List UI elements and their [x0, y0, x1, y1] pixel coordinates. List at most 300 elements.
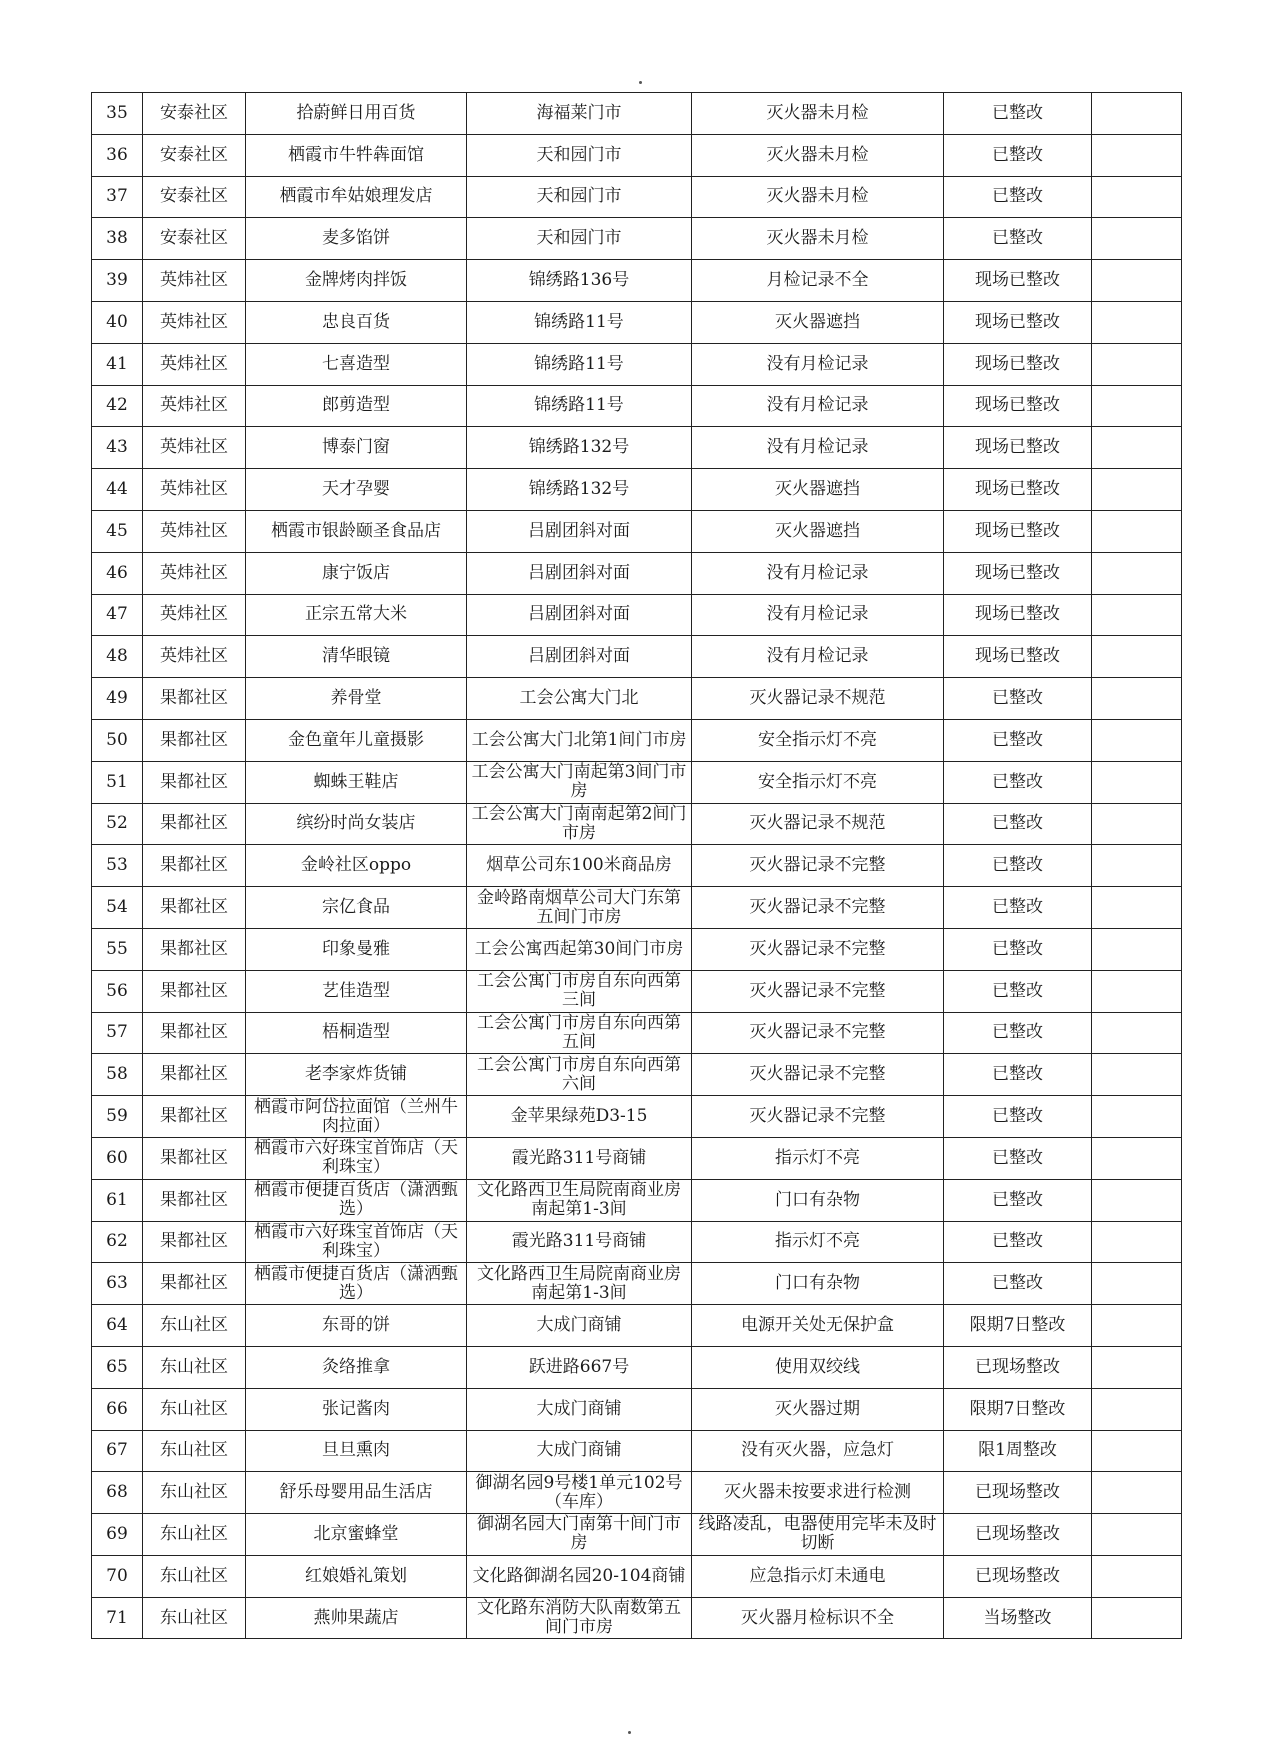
table-row	[92, 93, 1182, 135]
shop-name-cell: 燕帅果蔬店	[246, 1597, 467, 1639]
address-cell: 工会公寓大门北	[467, 678, 692, 720]
shop-name-cell: 忠良百货	[246, 301, 467, 343]
shop-name-cell: 拾蔚鲜日用百货	[246, 93, 467, 135]
table-row	[92, 1305, 1182, 1347]
note-cell	[1092, 552, 1182, 594]
issue-cell: 灭火器未月检	[692, 176, 944, 218]
community-cell: 英炜社区	[143, 385, 246, 427]
table-row	[92, 1597, 1182, 1639]
row-number: 59	[92, 1096, 143, 1138]
table-row	[92, 1096, 1182, 1138]
status-cell: 已现场整改	[944, 1346, 1092, 1388]
address-cell: 御湖名园大门南第十间门市房	[467, 1514, 692, 1556]
table-row	[92, 260, 1182, 302]
issue-cell: 灭火器月检标识不全	[692, 1597, 944, 1639]
table-row	[92, 761, 1182, 803]
table-row	[92, 845, 1182, 887]
issue-cell: 应急指示灯未通电	[692, 1555, 944, 1597]
shop-name-cell: 正宗五常大米	[246, 594, 467, 636]
note-cell	[1092, 260, 1182, 302]
shop-name-cell: 印象曼雅	[246, 928, 467, 970]
row-number: 68	[92, 1472, 143, 1514]
table-row	[92, 1263, 1182, 1305]
table-row	[92, 469, 1182, 511]
community-cell: 果都社区	[143, 970, 246, 1012]
row-number: 50	[92, 719, 143, 761]
status-cell: 现场已整改	[944, 385, 1092, 427]
note-cell	[1092, 301, 1182, 343]
row-number: 52	[92, 803, 143, 845]
table-row	[92, 970, 1182, 1012]
table-row	[92, 1179, 1182, 1221]
address-cell: 工会公寓大门南南起第2间门市房	[467, 803, 692, 845]
shop-name-cell: 艺佳造型	[246, 970, 467, 1012]
row-number: 61	[92, 1179, 143, 1221]
issue-cell: 指示灯不亮	[692, 1137, 944, 1179]
status-cell: 已整改	[944, 1263, 1092, 1305]
shop-name-cell: 旦旦熏肉	[246, 1430, 467, 1472]
table-body	[92, 93, 1182, 1639]
community-cell: 果都社区	[143, 928, 246, 970]
note-cell	[1092, 636, 1182, 678]
status-cell: 已整改	[944, 218, 1092, 260]
row-number: 63	[92, 1263, 143, 1305]
issue-cell: 灭火器记录不完整	[692, 1012, 944, 1054]
note-cell	[1092, 1054, 1182, 1096]
shop-name-cell: 郎剪造型	[246, 385, 467, 427]
community-cell: 安泰社区	[143, 93, 246, 135]
shop-name-cell: 养骨堂	[246, 678, 467, 720]
row-number: 60	[92, 1137, 143, 1179]
address-cell: 工会公寓门市房自东向西第五间	[467, 1012, 692, 1054]
community-cell: 果都社区	[143, 1054, 246, 1096]
status-cell: 已整改	[944, 1221, 1092, 1263]
status-cell: 限期7日整改	[944, 1388, 1092, 1430]
inspection-table	[91, 92, 1182, 1639]
row-number: 49	[92, 678, 143, 720]
address-cell: 文化路西卫生局院南商业房南起第1-3间	[467, 1263, 692, 1305]
issue-cell: 灭火器记录不完整	[692, 1096, 944, 1138]
community-cell: 果都社区	[143, 1096, 246, 1138]
issue-cell: 没有月检记录	[692, 385, 944, 427]
note-cell	[1092, 1597, 1182, 1639]
community-cell: 安泰社区	[143, 218, 246, 260]
community-cell: 英炜社区	[143, 594, 246, 636]
issue-cell: 安全指示灯不亮	[692, 719, 944, 761]
note-cell	[1092, 1430, 1182, 1472]
community-cell: 东山社区	[143, 1514, 246, 1556]
note-cell	[1092, 1514, 1182, 1556]
community-cell: 东山社区	[143, 1597, 246, 1639]
community-cell: 果都社区	[143, 1137, 246, 1179]
table-row	[92, 427, 1182, 469]
row-number: 35	[92, 93, 143, 135]
row-number: 54	[92, 887, 143, 929]
community-cell: 果都社区	[143, 803, 246, 845]
community-cell: 东山社区	[143, 1388, 246, 1430]
status-cell: 已整改	[944, 845, 1092, 887]
community-cell: 英炜社区	[143, 427, 246, 469]
table-row	[92, 1472, 1182, 1514]
shop-name-cell: 宗亿食品	[246, 887, 467, 929]
address-cell: 大成门商铺	[467, 1388, 692, 1430]
shop-name-cell: 东哥的饼	[246, 1305, 467, 1347]
shop-name-cell: 康宁饭店	[246, 552, 467, 594]
address-cell: 工会公寓大门北第1间门市房	[467, 719, 692, 761]
table-row	[92, 1221, 1182, 1263]
shop-name-cell: 栖霞市阿岱拉面馆（兰州牛肉拉面）	[246, 1096, 467, 1138]
address-cell: 吕剧团斜对面	[467, 552, 692, 594]
table-row	[92, 1054, 1182, 1096]
shop-name-cell: 栖霞市六好珠宝首饰店（天利珠宝）	[246, 1221, 467, 1263]
note-cell	[1092, 427, 1182, 469]
note-cell	[1092, 719, 1182, 761]
shop-name-cell: 麦多馅饼	[246, 218, 467, 260]
shop-name-cell: 蜘蛛王鞋店	[246, 761, 467, 803]
issue-cell: 使用双绞线	[692, 1346, 944, 1388]
address-cell: 锦绣路132号	[467, 427, 692, 469]
note-cell	[1092, 510, 1182, 552]
row-number: 36	[92, 134, 143, 176]
status-cell: 已整改	[944, 719, 1092, 761]
row-number: 57	[92, 1012, 143, 1054]
community-cell: 英炜社区	[143, 301, 246, 343]
row-number: 48	[92, 636, 143, 678]
community-cell: 果都社区	[143, 1221, 246, 1263]
status-cell: 限期7日整改	[944, 1305, 1092, 1347]
status-cell: 已整改	[944, 1054, 1092, 1096]
table-row	[92, 1430, 1182, 1472]
table-row	[92, 385, 1182, 427]
community-cell: 果都社区	[143, 1012, 246, 1054]
status-cell: 已现场整改	[944, 1555, 1092, 1597]
issue-cell: 月检记录不全	[692, 260, 944, 302]
table-row	[92, 636, 1182, 678]
table-row	[92, 510, 1182, 552]
address-cell: 吕剧团斜对面	[467, 594, 692, 636]
shop-name-cell: 梧桐造型	[246, 1012, 467, 1054]
note-cell	[1092, 1388, 1182, 1430]
status-cell: 已整改	[944, 134, 1092, 176]
address-cell: 天和园门市	[467, 176, 692, 218]
shop-name-cell: 栖霞市便捷百货店（潇洒甄选）	[246, 1263, 467, 1305]
row-number: 44	[92, 469, 143, 511]
status-cell: 现场已整改	[944, 301, 1092, 343]
address-cell: 霞光路311号商铺	[467, 1221, 692, 1263]
table-row	[92, 594, 1182, 636]
shop-name-cell: 金色童年儿童摄影	[246, 719, 467, 761]
status-cell: 限1周整改	[944, 1430, 1092, 1472]
community-cell: 东山社区	[143, 1305, 246, 1347]
shop-name-cell: 栖霞市六好珠宝首饰店（天利珠宝）	[246, 1137, 467, 1179]
row-number: 47	[92, 594, 143, 636]
issue-cell: 电源开关处无保护盒	[692, 1305, 944, 1347]
note-cell	[1092, 761, 1182, 803]
shop-name-cell: 清华眼镜	[246, 636, 467, 678]
status-cell: 现场已整改	[944, 552, 1092, 594]
status-cell: 现场已整改	[944, 343, 1092, 385]
note-cell	[1092, 1305, 1182, 1347]
row-number: 70	[92, 1555, 143, 1597]
shop-name-cell: 博泰门窗	[246, 427, 467, 469]
row-number: 40	[92, 301, 143, 343]
address-cell: 金岭路南烟草公司大门东第五间门市房	[467, 887, 692, 929]
shop-name-cell: 灸络推拿	[246, 1346, 467, 1388]
issue-cell: 灭火器记录不完整	[692, 845, 944, 887]
note-cell	[1092, 1555, 1182, 1597]
issue-cell: 没有灭火器，应急灯	[692, 1430, 944, 1472]
issue-cell: 灭火器未月检	[692, 134, 944, 176]
address-cell: 吕剧团斜对面	[467, 510, 692, 552]
status-cell: 已整改	[944, 928, 1092, 970]
issue-cell: 没有月检记录	[692, 594, 944, 636]
community-cell: 果都社区	[143, 1179, 246, 1221]
row-number: 56	[92, 970, 143, 1012]
status-cell: 已整改	[944, 803, 1092, 845]
row-number: 41	[92, 343, 143, 385]
note-cell	[1092, 1346, 1182, 1388]
issue-cell: 灭火器记录不完整	[692, 1054, 944, 1096]
note-cell	[1092, 1472, 1182, 1514]
issue-cell: 灭火器记录不完整	[692, 970, 944, 1012]
status-cell: 已整改	[944, 1096, 1092, 1138]
address-cell: 文化路东消防大队南数第五间门市房	[467, 1597, 692, 1639]
table-row	[92, 1137, 1182, 1179]
status-cell: 已整改	[944, 93, 1092, 135]
row-number: 64	[92, 1305, 143, 1347]
community-cell: 安泰社区	[143, 134, 246, 176]
address-cell: 文化路御湖名园20-104商铺	[467, 1555, 692, 1597]
note-cell	[1092, 970, 1182, 1012]
shop-name-cell: 栖霞市便捷百货店（潇洒甄选）	[246, 1179, 467, 1221]
row-number: 42	[92, 385, 143, 427]
issue-cell: 没有月检记录	[692, 636, 944, 678]
shop-name-cell: 北京蜜蜂堂	[246, 1514, 467, 1556]
issue-cell: 没有月检记录	[692, 343, 944, 385]
community-cell: 东山社区	[143, 1472, 246, 1514]
table-row	[92, 552, 1182, 594]
row-number: 38	[92, 218, 143, 260]
row-number: 51	[92, 761, 143, 803]
address-cell: 御湖名园9号楼1单元102号（车库）	[467, 1472, 692, 1514]
address-cell: 金苹果绿苑D3-15	[467, 1096, 692, 1138]
status-cell: 已整改	[944, 1012, 1092, 1054]
shop-name-cell: 栖霞市银龄颐圣食品店	[246, 510, 467, 552]
address-cell: 大成门商铺	[467, 1305, 692, 1347]
issue-cell: 灭火器遮挡	[692, 510, 944, 552]
issue-cell: 灭火器记录不完整	[692, 887, 944, 929]
issue-cell: 灭火器过期	[692, 1388, 944, 1430]
address-cell: 跃进路667号	[467, 1346, 692, 1388]
community-cell: 果都社区	[143, 761, 246, 803]
table-row	[92, 719, 1182, 761]
issue-cell: 灭火器未按要求进行检测	[692, 1472, 944, 1514]
table-row	[92, 678, 1182, 720]
note-cell	[1092, 887, 1182, 929]
issue-cell: 灭火器未月检	[692, 218, 944, 260]
row-number: 46	[92, 552, 143, 594]
address-cell: 锦绣路11号	[467, 343, 692, 385]
address-cell: 工会公寓门市房自东向西第三间	[467, 970, 692, 1012]
address-cell: 工会公寓门市房自东向西第六间	[467, 1054, 692, 1096]
table-row	[92, 887, 1182, 929]
table-row	[92, 928, 1182, 970]
status-cell: 已整改	[944, 678, 1092, 720]
shop-name-cell: 天才孕婴	[246, 469, 467, 511]
table-row	[92, 134, 1182, 176]
row-number: 67	[92, 1430, 143, 1472]
community-cell: 英炜社区	[143, 636, 246, 678]
issue-cell: 没有月检记录	[692, 427, 944, 469]
community-cell: 英炜社区	[143, 343, 246, 385]
status-cell: 当场整改	[944, 1597, 1092, 1639]
row-number: 37	[92, 176, 143, 218]
shop-name-cell: 金牌烤肉拌饭	[246, 260, 467, 302]
note-cell	[1092, 469, 1182, 511]
note-cell	[1092, 1263, 1182, 1305]
community-cell: 东山社区	[143, 1555, 246, 1597]
status-cell: 已整改	[944, 970, 1092, 1012]
table-row	[92, 343, 1182, 385]
status-cell: 已现场整改	[944, 1472, 1092, 1514]
note-cell	[1092, 1012, 1182, 1054]
note-cell	[1092, 1179, 1182, 1221]
table-row	[92, 1346, 1182, 1388]
issue-cell: 没有月检记录	[692, 552, 944, 594]
community-cell: 英炜社区	[143, 260, 246, 302]
row-number: 66	[92, 1388, 143, 1430]
note-cell	[1092, 1096, 1182, 1138]
issue-cell: 灭火器记录不规范	[692, 803, 944, 845]
community-cell: 果都社区	[143, 1263, 246, 1305]
address-cell: 吕剧团斜对面	[467, 636, 692, 678]
address-cell: 工会公寓西起第30间门市房	[467, 928, 692, 970]
shop-name-cell: 栖霞市牟姑娘理发店	[246, 176, 467, 218]
address-cell: 烟草公司东100米商品房	[467, 845, 692, 887]
issue-cell: 门口有杂物	[692, 1263, 944, 1305]
address-cell: 天和园门市	[467, 134, 692, 176]
community-cell: 英炜社区	[143, 510, 246, 552]
note-cell	[1092, 1221, 1182, 1263]
scan-dot	[639, 81, 642, 84]
note-cell	[1092, 385, 1182, 427]
community-cell: 安泰社区	[143, 176, 246, 218]
issue-cell: 灭火器未月检	[692, 93, 944, 135]
row-number: 43	[92, 427, 143, 469]
table-row	[92, 301, 1182, 343]
row-number: 55	[92, 928, 143, 970]
issue-cell: 线路凌乱，电器使用完毕未及时切断	[692, 1514, 944, 1556]
row-number: 53	[92, 845, 143, 887]
note-cell	[1092, 93, 1182, 135]
address-cell: 海福莱门市	[467, 93, 692, 135]
table-row	[92, 1388, 1182, 1430]
issue-cell: 门口有杂物	[692, 1179, 944, 1221]
address-cell: 工会公寓大门南起第3间门市房	[467, 761, 692, 803]
status-cell: 已现场整改	[944, 1514, 1092, 1556]
address-cell: 天和园门市	[467, 218, 692, 260]
note-cell	[1092, 845, 1182, 887]
row-number: 45	[92, 510, 143, 552]
address-cell: 锦绣路136号	[467, 260, 692, 302]
status-cell: 现场已整改	[944, 469, 1092, 511]
status-cell: 已整改	[944, 1137, 1092, 1179]
note-cell	[1092, 594, 1182, 636]
shop-name-cell: 老李家炸货铺	[246, 1054, 467, 1096]
note-cell	[1092, 218, 1182, 260]
status-cell: 现场已整改	[944, 636, 1092, 678]
table-row	[92, 1012, 1182, 1054]
status-cell: 现场已整改	[944, 510, 1092, 552]
note-cell	[1092, 134, 1182, 176]
community-cell: 果都社区	[143, 719, 246, 761]
shop-name-cell: 栖霞市牛牪犇面馆	[246, 134, 467, 176]
table-row	[92, 218, 1182, 260]
issue-cell: 灭火器遮挡	[692, 469, 944, 511]
row-number: 62	[92, 1221, 143, 1263]
community-cell: 英炜社区	[143, 469, 246, 511]
row-number: 65	[92, 1346, 143, 1388]
issue-cell: 灭火器记录不完整	[692, 928, 944, 970]
address-cell: 锦绣路132号	[467, 469, 692, 511]
note-cell	[1092, 803, 1182, 845]
community-cell: 东山社区	[143, 1346, 246, 1388]
shop-name-cell: 张记酱肉	[246, 1388, 467, 1430]
note-cell	[1092, 1137, 1182, 1179]
community-cell: 东山社区	[143, 1430, 246, 1472]
scan-dot	[628, 1731, 631, 1734]
note-cell	[1092, 343, 1182, 385]
address-cell: 大成门商铺	[467, 1430, 692, 1472]
issue-cell: 灭火器记录不规范	[692, 678, 944, 720]
table-row	[92, 1555, 1182, 1597]
status-cell: 现场已整改	[944, 427, 1092, 469]
status-cell: 现场已整改	[944, 594, 1092, 636]
shop-name-cell: 金岭社区oppo	[246, 845, 467, 887]
row-number: 71	[92, 1597, 143, 1639]
table-row	[92, 176, 1182, 218]
status-cell: 现场已整改	[944, 260, 1092, 302]
row-number: 58	[92, 1054, 143, 1096]
table-row	[92, 803, 1182, 845]
shop-name-cell: 缤纷时尚女装店	[246, 803, 467, 845]
community-cell: 果都社区	[143, 845, 246, 887]
note-cell	[1092, 678, 1182, 720]
status-cell: 已整改	[944, 887, 1092, 929]
shop-name-cell: 舒乐母婴用品生活店	[246, 1472, 467, 1514]
row-number: 69	[92, 1514, 143, 1556]
address-cell: 文化路西卫生局院南商业房南起第1-3间	[467, 1179, 692, 1221]
status-cell: 已整改	[944, 176, 1092, 218]
community-cell: 果都社区	[143, 678, 246, 720]
shop-name-cell: 七喜造型	[246, 343, 467, 385]
address-cell: 霞光路311号商铺	[467, 1137, 692, 1179]
community-cell: 英炜社区	[143, 552, 246, 594]
address-cell: 锦绣路11号	[467, 301, 692, 343]
issue-cell: 指示灯不亮	[692, 1221, 944, 1263]
note-cell	[1092, 928, 1182, 970]
status-cell: 已整改	[944, 1179, 1092, 1221]
shop-name-cell: 红娘婚礼策划	[246, 1555, 467, 1597]
address-cell: 锦绣路11号	[467, 385, 692, 427]
issue-cell: 安全指示灯不亮	[692, 761, 944, 803]
note-cell	[1092, 176, 1182, 218]
status-cell: 已整改	[944, 761, 1092, 803]
community-cell: 果都社区	[143, 887, 246, 929]
table-row	[92, 1514, 1182, 1556]
row-number: 39	[92, 260, 143, 302]
issue-cell: 灭火器遮挡	[692, 301, 944, 343]
